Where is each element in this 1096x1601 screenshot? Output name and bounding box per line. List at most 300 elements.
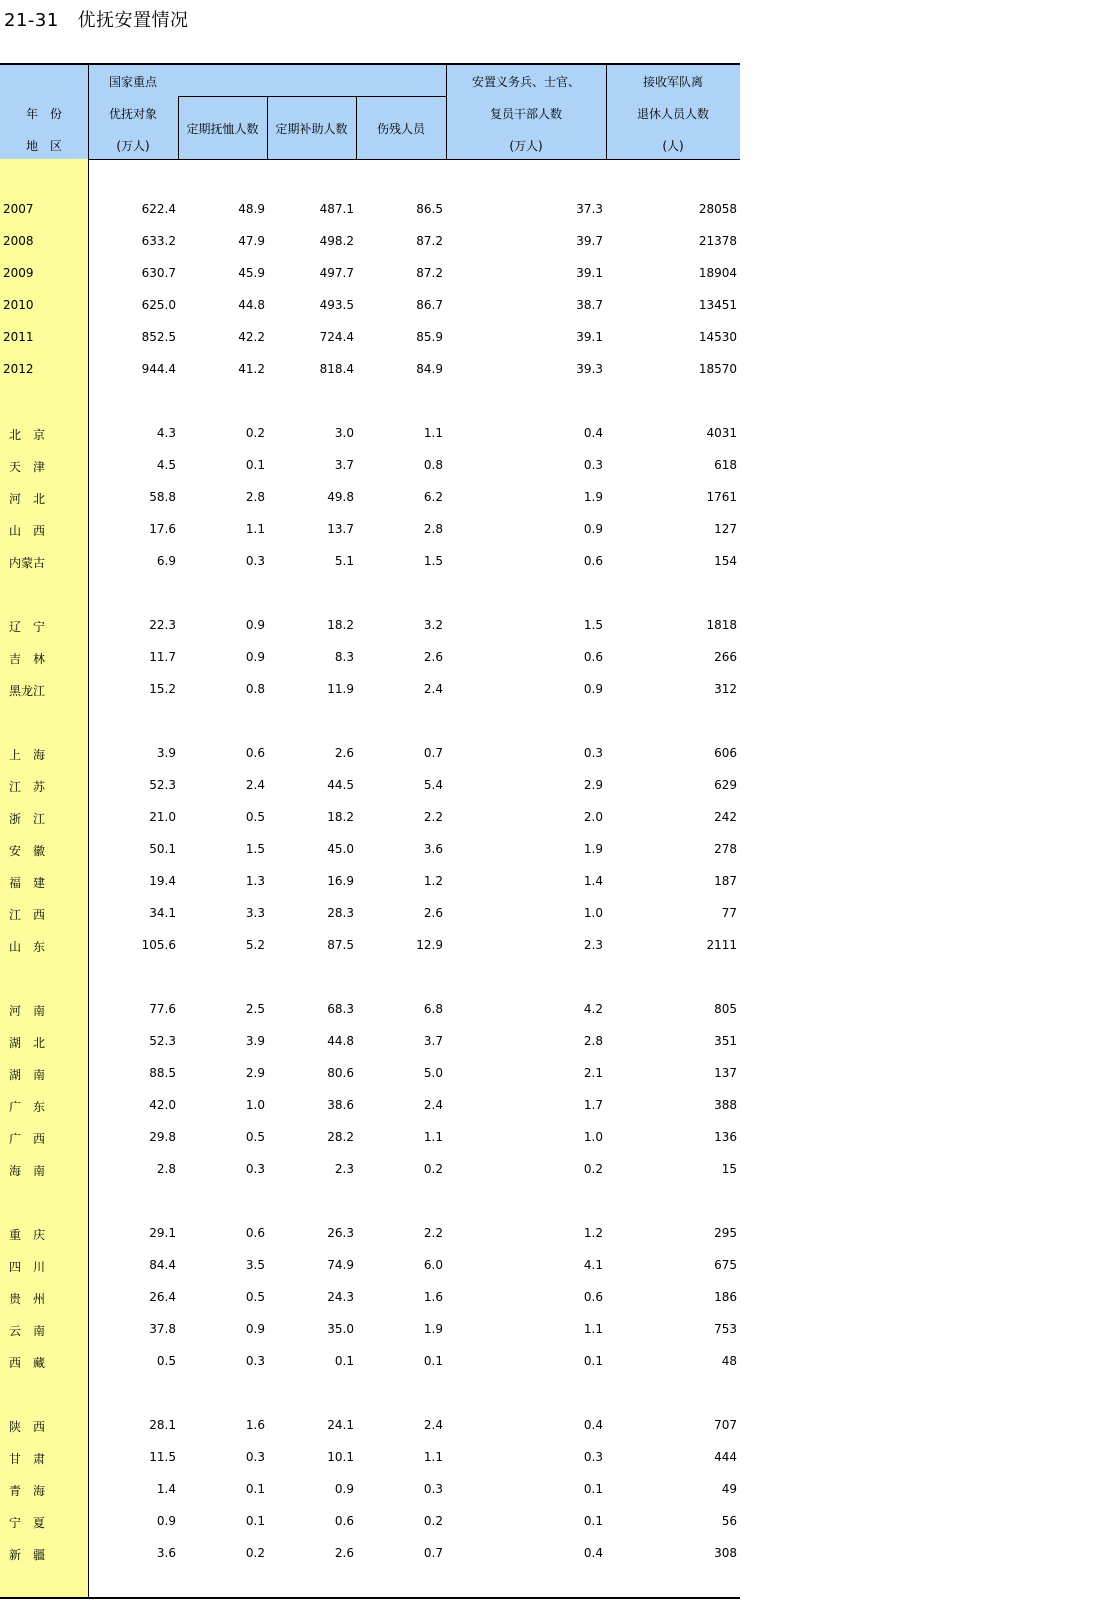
table-row: [0, 1258, 740, 1278]
cell-value: 0.1: [423, 1354, 443, 1368]
cell-value: 14530: [698, 330, 737, 344]
cell-value: 34.1: [149, 906, 176, 920]
table-row: [0, 266, 740, 286]
cell-value: 3.7: [334, 458, 354, 472]
cell-value: 0.5: [156, 1354, 176, 1368]
row-label: 吉 林: [9, 652, 46, 666]
header-placement-line2: 复员干部人数: [489, 107, 562, 121]
table-row: [0, 810, 740, 830]
cell-value: 39.7: [576, 234, 603, 248]
cell-value: 28058: [698, 202, 737, 216]
row-label: 2011: [3, 330, 34, 344]
cell-value: 42.0: [149, 1098, 176, 1112]
cell-value: 22.3: [149, 618, 176, 632]
table-title: 21-31 优抚安置情况: [4, 10, 189, 31]
cell-value: 0.2: [245, 1546, 265, 1560]
cell-value: 0.7: [423, 746, 443, 760]
cell-value: 6.2: [423, 490, 443, 504]
cell-value: 1.5: [583, 618, 603, 632]
cell-value: 0.2: [583, 1162, 603, 1176]
cell-value: 186: [714, 1290, 737, 1304]
row-label: 海 南: [9, 1164, 46, 1178]
table-row: [0, 1162, 740, 1182]
table-row: [0, 1226, 740, 1246]
row-label: 河 北: [9, 492, 46, 506]
cell-value: 137: [714, 1066, 737, 1080]
table-row: [0, 298, 740, 318]
table-row: [0, 618, 740, 638]
cell-value: 242: [714, 810, 737, 824]
row-label: 重 庆: [9, 1228, 46, 1242]
cell-value: 0.6: [583, 1290, 603, 1304]
cell-value: 944.4: [141, 362, 176, 376]
cell-value: 29.8: [149, 1130, 176, 1144]
cell-value: 0.8: [423, 458, 443, 472]
header-placement-line1: 安置义务兵、士官、: [471, 75, 580, 89]
cell-value: 633.2: [141, 234, 176, 248]
cell-value: 618: [714, 458, 737, 472]
cell-value: 21378: [698, 234, 737, 248]
cell-value: 3.6: [423, 842, 443, 856]
cell-value: 1.4: [583, 874, 603, 888]
cell-value: 0.3: [245, 1354, 265, 1368]
cell-value: 44.8: [238, 298, 265, 312]
header-sub-divider: [178, 96, 446, 97]
cell-value: 2.1: [583, 1066, 603, 1080]
cell-value: 28.2: [327, 1130, 354, 1144]
cell-value: 0.4: [583, 1418, 603, 1432]
cell-value: 0.6: [334, 1514, 354, 1528]
cell-value: 6.0: [423, 1258, 443, 1272]
cell-value: 88.5: [149, 1066, 176, 1080]
header-key-group-line1: 国家重点: [108, 75, 157, 89]
row-label: 北 京: [9, 428, 46, 442]
row-label: 山 东: [9, 940, 46, 954]
table-row: [0, 1034, 740, 1054]
row-label: 浙 江: [9, 812, 46, 826]
row-label: 山 西: [9, 524, 46, 538]
table-row: [0, 202, 740, 222]
cell-value: 0.1: [245, 1514, 265, 1528]
cell-value: 44.5: [327, 778, 354, 792]
header-sub-disabled: 伤残人员: [376, 122, 425, 136]
table-row: [0, 1322, 740, 1342]
cell-value: 18904: [698, 266, 737, 280]
cell-value: 48.9: [238, 202, 265, 216]
header-year-label: 年 份: [25, 107, 62, 121]
cell-value: 42.2: [238, 330, 265, 344]
cell-value: 6.8: [423, 1002, 443, 1016]
cell-value: 0.1: [334, 1354, 354, 1368]
cell-value: 5.2: [245, 938, 265, 952]
cell-value: 4.1: [583, 1258, 603, 1272]
cell-value: 87.2: [416, 266, 443, 280]
cell-value: 3.3: [245, 906, 265, 920]
cell-value: 1.3: [245, 874, 265, 888]
row-label: 宁 夏: [9, 1516, 46, 1530]
cell-value: 45.0: [327, 842, 354, 856]
cell-value: 87.2: [416, 234, 443, 248]
cell-value: 18.2: [327, 810, 354, 824]
row-label: 陕 西: [9, 1420, 46, 1434]
table-row: [0, 650, 740, 670]
header-bottom-border: [0, 159, 740, 160]
cell-value: 5.1: [334, 554, 354, 568]
table-row: [0, 330, 740, 350]
header-sub-subsidy: 定期补助人数: [275, 122, 348, 136]
cell-value: 0.7: [423, 1546, 443, 1560]
cell-value: 0.6: [245, 746, 265, 760]
table-row: [0, 522, 740, 542]
cell-value: 2111: [706, 938, 737, 952]
table-row: [0, 1546, 740, 1566]
cell-value: 58.8: [149, 490, 176, 504]
cell-value: 0.4: [583, 1546, 603, 1560]
table-row: [0, 458, 740, 478]
cell-value: 1.1: [245, 522, 265, 536]
cell-value: 127: [714, 522, 737, 536]
cell-value: 2.4: [423, 682, 443, 696]
cell-value: 77.6: [149, 1002, 176, 1016]
cell-value: 0.3: [245, 554, 265, 568]
cell-value: 84.9: [416, 362, 443, 376]
cell-value: 2.4: [423, 1418, 443, 1432]
cell-value: 0.9: [583, 682, 603, 696]
cell-value: 86.5: [416, 202, 443, 216]
cell-value: 39.1: [576, 266, 603, 280]
cell-value: 105.6: [141, 938, 176, 952]
cell-value: 724.4: [319, 330, 354, 344]
row-label: 辽 宁: [9, 620, 46, 634]
cell-value: 38.7: [576, 298, 603, 312]
cell-value: 2.3: [334, 1162, 354, 1176]
cell-value: 3.5: [245, 1258, 265, 1272]
row-label: 天 津: [9, 460, 46, 474]
cell-value: 49.8: [327, 490, 354, 504]
table-row: [0, 1130, 740, 1150]
cell-value: 1.1: [423, 1130, 443, 1144]
table-row: [0, 746, 740, 766]
cell-value: 28.1: [149, 1418, 176, 1432]
cell-value: 0.1: [583, 1514, 603, 1528]
cell-value: 3.0: [334, 426, 354, 440]
cell-value: 278: [714, 842, 737, 856]
header-key-group-line3: (万人): [116, 139, 150, 153]
cell-value: 74.9: [327, 1258, 354, 1272]
cell-value: 2.4: [245, 778, 265, 792]
cell-value: 0.1: [245, 458, 265, 472]
cell-value: 2.6: [334, 746, 354, 760]
cell-value: 41.2: [238, 362, 265, 376]
cell-value: 444: [714, 1450, 737, 1464]
row-label: 云 南: [9, 1324, 46, 1338]
cell-value: 2.4: [423, 1098, 443, 1112]
row-label: 上 海: [9, 748, 46, 762]
cell-value: 17.6: [149, 522, 176, 536]
row-label: 青 海: [9, 1484, 46, 1498]
cell-value: 45.9: [238, 266, 265, 280]
header-retirees-line3: (人): [662, 139, 684, 153]
cell-value: 48: [721, 1354, 737, 1368]
row-label: 湖 北: [9, 1036, 46, 1050]
cell-value: 0.1: [583, 1482, 603, 1496]
cell-value: 13.7: [327, 522, 354, 536]
cell-value: 0.3: [583, 1450, 603, 1464]
cell-value: 21.0: [149, 810, 176, 824]
cell-value: 2.6: [423, 906, 443, 920]
cell-value: 1.0: [583, 906, 603, 920]
cell-value: 312: [714, 682, 737, 696]
cell-value: 13451: [698, 298, 737, 312]
cell-value: 675: [714, 1258, 737, 1272]
cell-value: 0.6: [583, 554, 603, 568]
row-label: 福 建: [9, 876, 46, 890]
cell-value: 47.9: [238, 234, 265, 248]
cell-value: 1.4: [156, 1482, 176, 1496]
table-row: [0, 1002, 740, 1022]
cell-value: 0.6: [245, 1226, 265, 1240]
cell-value: 0.3: [245, 1162, 265, 1176]
cell-value: 0.5: [245, 1290, 265, 1304]
cell-value: 753: [714, 1322, 737, 1336]
cell-value: 26.3: [327, 1226, 354, 1240]
cell-value: 1.5: [245, 842, 265, 856]
header-retirees-line1: 接收军队离: [642, 75, 703, 89]
cell-value: 85.9: [416, 330, 443, 344]
row-label: 贵 州: [9, 1292, 46, 1306]
cell-value: 4.2: [583, 1002, 603, 1016]
cell-value: 1.1: [583, 1322, 603, 1336]
cell-value: 1.6: [245, 1418, 265, 1432]
cell-value: 818.4: [319, 362, 354, 376]
table-row: [0, 1514, 740, 1534]
header-retirees-line2: 退休人员人数: [636, 107, 709, 121]
cell-value: 0.1: [583, 1354, 603, 1368]
cell-value: 2.0: [583, 810, 603, 824]
cell-value: 8.3: [334, 650, 354, 664]
cell-value: 2.2: [423, 810, 443, 824]
cell-value: 2.8: [156, 1162, 176, 1176]
cell-value: 1.1: [423, 426, 443, 440]
cell-value: 3.9: [156, 746, 176, 760]
header-placement-line3: (万人): [509, 139, 543, 153]
cell-value: 0.9: [245, 650, 265, 664]
cell-value: 4.5: [156, 458, 176, 472]
cell-value: 2.9: [245, 1066, 265, 1080]
header-key-group-line2: 优抚对象: [108, 107, 157, 121]
cell-value: 1.2: [583, 1226, 603, 1240]
cell-value: 0.5: [245, 810, 265, 824]
cell-value: 498.2: [319, 234, 354, 248]
cell-value: 295: [714, 1226, 737, 1240]
cell-value: 707: [714, 1418, 737, 1432]
cell-value: 136: [714, 1130, 737, 1144]
cell-value: 1761: [706, 490, 737, 504]
cell-value: 35.0: [327, 1322, 354, 1336]
cell-value: 0.1: [245, 1482, 265, 1496]
cell-value: 308: [714, 1546, 737, 1560]
row-label: 广 东: [9, 1100, 46, 1114]
header-top-border: [0, 63, 740, 65]
row-label: 2008: [3, 234, 34, 248]
cell-value: 0.9: [245, 618, 265, 632]
cell-value: 0.6: [583, 650, 603, 664]
cell-value: 2.5: [245, 1002, 265, 1016]
cell-value: 622.4: [141, 202, 176, 216]
cell-value: 629: [714, 778, 737, 792]
cell-value: 1.0: [245, 1098, 265, 1112]
cell-value: 10.1: [327, 1450, 354, 1464]
table-row: [0, 682, 740, 702]
cell-value: 15.2: [149, 682, 176, 696]
cell-value: 2.3: [583, 938, 603, 952]
row-label: 安 徽: [9, 844, 46, 858]
cell-value: 852.5: [141, 330, 176, 344]
cell-value: 2.8: [423, 522, 443, 536]
cell-value: 1.6: [423, 1290, 443, 1304]
cell-value: 3.9: [245, 1034, 265, 1048]
cell-value: 87.5: [327, 938, 354, 952]
row-label: 新 疆: [9, 1548, 46, 1562]
cell-value: 625.0: [141, 298, 176, 312]
cell-value: 0.9: [245, 1322, 265, 1336]
cell-value: 3.2: [423, 618, 443, 632]
cell-value: 388: [714, 1098, 737, 1112]
cell-value: 39.1: [576, 330, 603, 344]
cell-value: 24.3: [327, 1290, 354, 1304]
cell-value: 2.6: [334, 1546, 354, 1560]
row-label: 西 藏: [9, 1356, 46, 1370]
cell-value: 1.9: [423, 1322, 443, 1336]
cell-value: 0.3: [583, 458, 603, 472]
cell-value: 1.7: [583, 1098, 603, 1112]
cell-value: 154: [714, 554, 737, 568]
table-row: [0, 938, 740, 958]
cell-value: 15: [721, 1162, 737, 1176]
cell-value: 1.1: [423, 1450, 443, 1464]
cell-value: 5.4: [423, 778, 443, 792]
cell-value: 1.5: [423, 554, 443, 568]
cell-value: 38.6: [327, 1098, 354, 1112]
cell-value: 37.8: [149, 1322, 176, 1336]
table-row: [0, 362, 740, 382]
cell-value: 16.9: [327, 874, 354, 888]
table-bottom-border: [0, 1597, 740, 1599]
row-label: 黑龙江: [9, 684, 46, 698]
cell-value: 11.7: [149, 650, 176, 664]
row-label: 2007: [3, 202, 34, 216]
table-row: [0, 842, 740, 862]
cell-value: 0.9: [334, 1482, 354, 1496]
cell-value: 1.9: [583, 842, 603, 856]
table-row: [0, 234, 740, 254]
cell-value: 26.4: [149, 1290, 176, 1304]
cell-value: 4031: [706, 426, 737, 440]
row-label: 江 苏: [9, 780, 46, 794]
cell-value: 77: [721, 906, 737, 920]
cell-value: 0.3: [245, 1450, 265, 1464]
cell-value: 1.2: [423, 874, 443, 888]
cell-value: 39.3: [576, 362, 603, 376]
row-label: 内蒙古: [9, 556, 46, 570]
table-row: [0, 1482, 740, 1502]
cell-value: 497.7: [319, 266, 354, 280]
cell-value: 266: [714, 650, 737, 664]
table-row: [0, 490, 740, 510]
cell-value: 2.8: [583, 1034, 603, 1048]
cell-value: 5.0: [423, 1066, 443, 1080]
cell-value: 1818: [706, 618, 737, 632]
cell-value: 29.1: [149, 1226, 176, 1240]
row-label: 2012: [3, 362, 34, 376]
table-row: [0, 426, 740, 446]
row-label: 四 川: [9, 1260, 46, 1274]
table-row: [0, 1290, 740, 1310]
cell-value: 0.2: [423, 1514, 443, 1528]
cell-value: 0.8: [245, 682, 265, 696]
table-row: [0, 1066, 740, 1086]
cell-value: 3.6: [156, 1546, 176, 1560]
cell-value: 11.5: [149, 1450, 176, 1464]
cell-value: 1.9: [583, 490, 603, 504]
cell-value: 86.7: [416, 298, 443, 312]
cell-value: 606: [714, 746, 737, 760]
table-row: [0, 874, 740, 894]
cell-value: 487.1: [319, 202, 354, 216]
cell-value: 52.3: [149, 1034, 176, 1048]
cell-value: 11.9: [327, 682, 354, 696]
cell-value: 0.4: [583, 426, 603, 440]
cell-value: 84.4: [149, 1258, 176, 1272]
table-row: [0, 1354, 740, 1374]
row-label: 河 南: [9, 1004, 46, 1018]
cell-value: 0.9: [583, 522, 603, 536]
row-label: 广 西: [9, 1132, 46, 1146]
row-label: 2010: [3, 298, 34, 312]
cell-value: 2.2: [423, 1226, 443, 1240]
table-row: [0, 1450, 740, 1470]
cell-value: 0.9: [156, 1514, 176, 1528]
row-label: 江 西: [9, 908, 46, 922]
cell-value: 49: [721, 1482, 737, 1496]
cell-value: 6.9: [156, 554, 176, 568]
cell-value: 68.3: [327, 1002, 354, 1016]
cell-value: 2.6: [423, 650, 443, 664]
cell-value: 0.5: [245, 1130, 265, 1144]
cell-value: 80.6: [327, 1066, 354, 1080]
cell-value: 18.2: [327, 618, 354, 632]
header-region-label: 地 区: [25, 139, 62, 153]
cell-value: 805: [714, 1002, 737, 1016]
cell-value: 37.3: [576, 202, 603, 216]
cell-value: 28.3: [327, 906, 354, 920]
cell-value: 2.9: [583, 778, 603, 792]
table-row: [0, 554, 740, 574]
row-label: 甘 肃: [9, 1452, 46, 1466]
cell-value: 187: [714, 874, 737, 888]
cell-value: 18570: [698, 362, 737, 376]
cell-value: 630.7: [141, 266, 176, 280]
cell-value: 24.1: [327, 1418, 354, 1432]
cell-value: 44.8: [327, 1034, 354, 1048]
cell-value: 3.7: [423, 1034, 443, 1048]
header-sub-pension: 定期抚恤人数: [186, 122, 259, 136]
cell-value: 351: [714, 1034, 737, 1048]
row-label: 湖 南: [9, 1068, 46, 1082]
cell-value: 0.3: [423, 1482, 443, 1496]
cell-value: 0.2: [245, 426, 265, 440]
table-row: [0, 906, 740, 926]
